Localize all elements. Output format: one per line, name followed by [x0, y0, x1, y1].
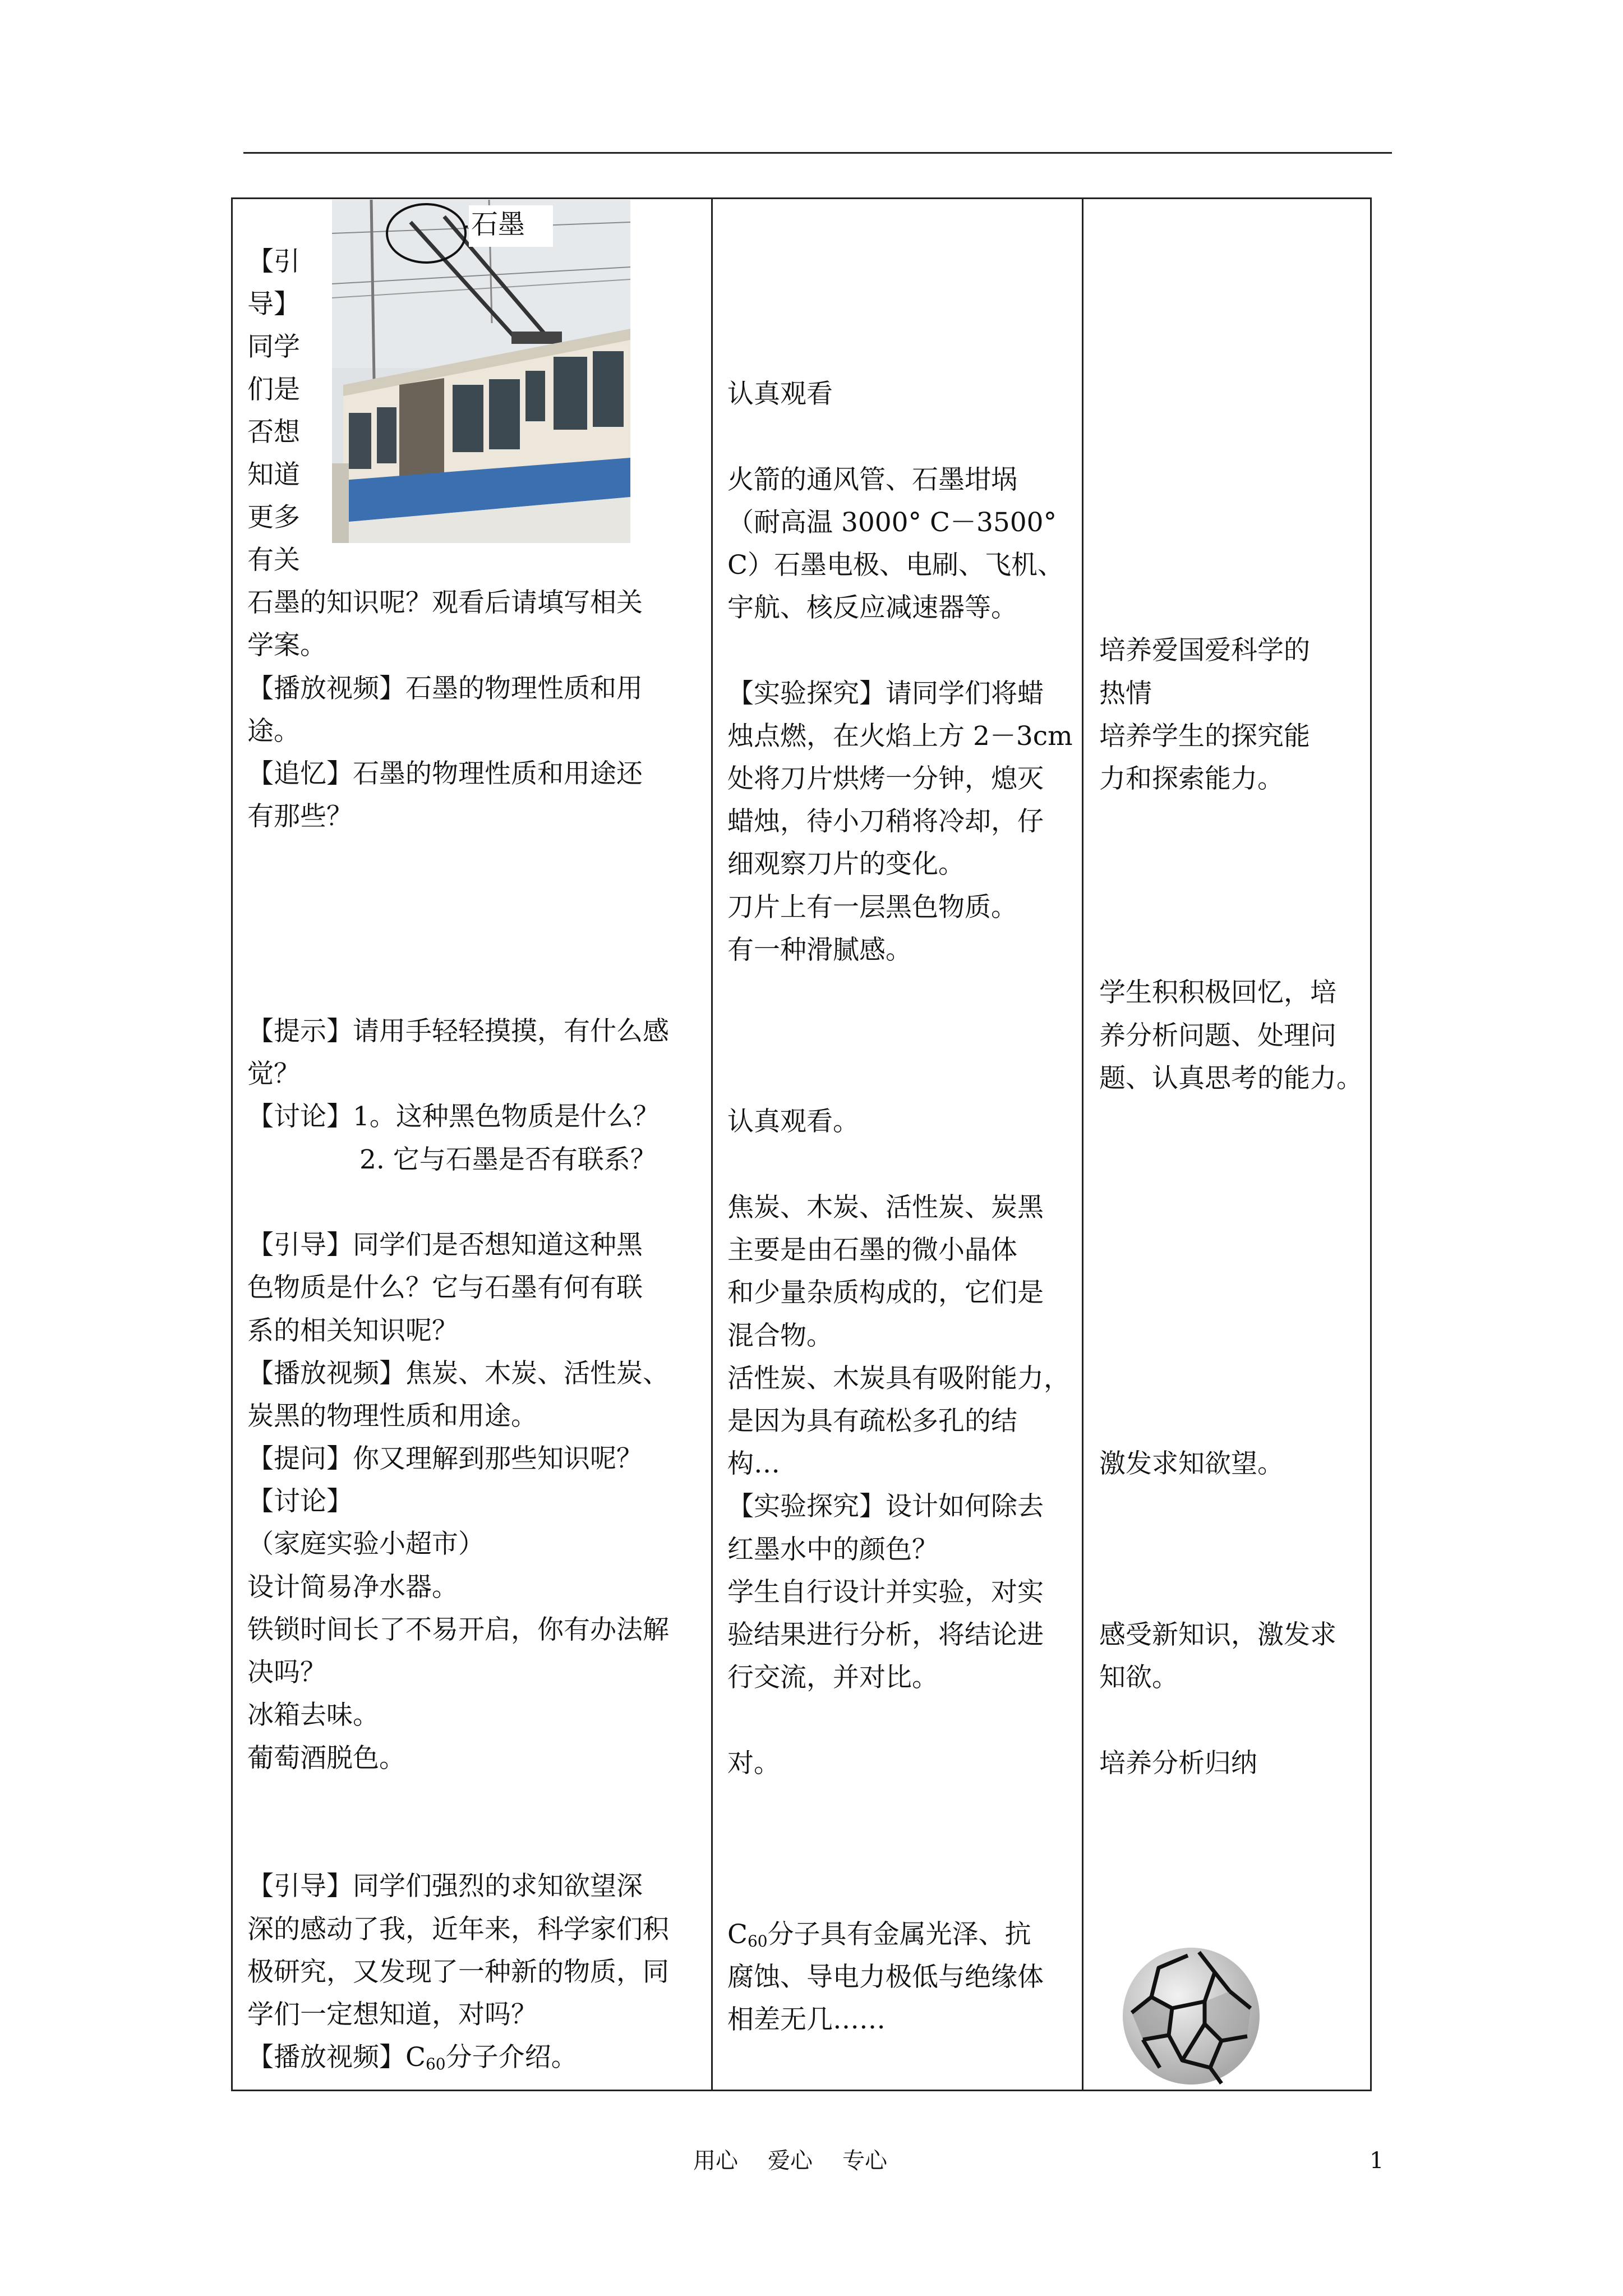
middle-line: 相差无几…… — [727, 2004, 886, 2035]
left-intro-line: 【引 — [247, 246, 300, 277]
left-line: 【播放视频】焦炭、木炭、活性炭、 — [247, 1358, 669, 1389]
left-line: 学案。 — [247, 630, 326, 661]
left-line: 决吗？ — [247, 1657, 326, 1688]
middle-line: 焦炭、木炭、活性炭、炭黑 — [727, 1192, 1044, 1223]
middle-line: 红墨水中的颜色？ — [727, 1534, 938, 1565]
trolleybus-photo — [332, 200, 630, 543]
right-line: 题、认真思考的能力。 — [1099, 1063, 1363, 1094]
middle-line: 行交流，并对比。 — [727, 1662, 938, 1693]
left-line: 【引导】同学们强烈的求知欲望深 — [247, 1871, 643, 1902]
middle-line: 对。 — [727, 1748, 780, 1779]
middle-line: 认真观看。 — [727, 1106, 859, 1137]
middle-line: 混合物。 — [727, 1320, 833, 1351]
right-line: 力和探索能力。 — [1099, 763, 1284, 794]
left-line: 设计简易净水器。 — [247, 1572, 458, 1603]
middle-line-c60: $C_{60}$分子具有金属光泽、抗 — [727, 1919, 1031, 1950]
middle-line: 构… — [727, 1448, 780, 1479]
column-divider — [1082, 197, 1083, 2091]
left-line: （家庭实验小超市） — [247, 1529, 485, 1559]
left-intro-line: 否想 — [247, 417, 300, 448]
left-line: 觉？ — [247, 1059, 300, 1089]
left-intro-line: 知道 — [247, 459, 300, 490]
left-intro-line: 更多 — [247, 502, 300, 533]
middle-line: C）石墨电极、电刷、飞机、 — [727, 550, 1064, 581]
right-line: 知欲。 — [1099, 1662, 1178, 1693]
middle-line: 蜡烛，待小刀稍将冷却，仔 — [727, 806, 1044, 837]
left-line: 炭黑的物理性质和用途。 — [247, 1401, 537, 1432]
middle-line: 验结果进行分析，将结论进 — [727, 1619, 1044, 1650]
left-line: 铁锁时间长了不易开启，你有办法解 — [247, 1614, 669, 1645]
left-line: 系的相关知识呢？ — [247, 1315, 458, 1346]
left-line: 色物质是什么？它与石墨有何有联 — [247, 1272, 643, 1303]
graphite-label: 石墨 — [471, 209, 525, 240]
left-line: 【讨论】1。这种黑色物质是什么？ — [247, 1101, 660, 1132]
right-line: 养分析问题、处理问 — [1099, 1020, 1336, 1051]
right-line: 热情 — [1099, 678, 1152, 709]
header-rule — [243, 152, 1392, 154]
page-number: 1 — [1370, 2148, 1384, 2174]
middle-line: 有一种滑腻感。 — [727, 935, 912, 965]
footer-word: 用心 — [693, 2148, 738, 2174]
right-line: 培养分析归纳 — [1099, 1748, 1257, 1779]
footer-word: 专心 — [842, 2148, 887, 2174]
middle-line: 是因为具有疏松多孔的结 — [727, 1406, 1017, 1437]
left-line: 【引导】同学们是否想知道这种黑 — [247, 1230, 643, 1260]
right-line: 培养爱国爱科学的 — [1099, 635, 1310, 666]
left-intro-line: 有关 — [247, 545, 300, 576]
middle-line: 细观察刀片的变化。 — [727, 849, 965, 880]
middle-line: 学生自行设计并实验，对实 — [727, 1577, 1044, 1608]
right-line: 感受新知识，激发求 — [1099, 1619, 1336, 1650]
middle-line: 处将刀片烘烤一分钟，熄灭 — [727, 763, 1044, 794]
middle-line: 腐蚀、导电力极低与绝缘体 — [727, 1962, 1044, 1993]
middle-line: 烛点燃，在火焰上方 2－3cm — [727, 721, 1073, 752]
left-line: 【提问】你又理解到那些知识呢？ — [247, 1443, 643, 1474]
graphite-callout-circle — [384, 200, 473, 267]
left-line-c60-video: 【播放视频】$C_{60}$分子介绍。 — [247, 2042, 578, 2073]
middle-line: 刀片上有一层黑色物质。 — [727, 892, 1017, 923]
column-divider — [711, 197, 713, 2091]
right-line: 培养学生的探究能 — [1099, 721, 1310, 752]
left-line: 途。 — [247, 716, 300, 747]
middle-line: 火箭的通风管、石墨坩埚 — [727, 464, 1017, 495]
middle-line: 宇航、核反应减速器等。 — [727, 592, 1017, 623]
left-line: 【讨论】 — [247, 1486, 353, 1517]
right-line: 激发求知欲望。 — [1099, 1448, 1284, 1479]
left-intro-line: 们是 — [247, 374, 300, 405]
left-intro-line: 同学 — [247, 332, 300, 362]
left-line: 极研究，又发现了一种新的物质，同 — [247, 1957, 669, 1987]
middle-line: （耐高温 3000° C－3500° — [727, 507, 1057, 538]
left-line: 学们一定想知道，对吗？ — [247, 1999, 537, 2030]
footer-word: 爱心 — [768, 2148, 813, 2174]
middle-line: 和少量杂质构成的，它们是 — [727, 1277, 1044, 1308]
middle-line: 活性炭、木炭具有吸附能力， — [727, 1363, 1070, 1394]
right-line: 学生积积极回忆，培 — [1099, 977, 1336, 1008]
left-line: 石墨的知识呢？观看后请填写相关 — [247, 587, 643, 618]
left-line: 【提示】请用手轻轻摸摸，有什么感 — [247, 1016, 669, 1047]
middle-line: 【实验探究】设计如何除去 — [727, 1491, 1044, 1522]
left-line: 2. 它与石墨是否有联系？ — [359, 1144, 657, 1175]
middle-line: 认真观看 — [727, 379, 833, 409]
middle-line: 【实验探究】请同学们将蜡 — [727, 678, 1044, 709]
middle-line: 主要是由石墨的微小晶体 — [727, 1235, 1017, 1266]
left-line: 【追忆】石墨的物理性质和用途还 — [247, 758, 643, 789]
left-line: 有那些？ — [247, 801, 353, 832]
left-intro-line: 导】 — [247, 289, 300, 320]
left-line: 葡萄酒脱色。 — [247, 1743, 405, 1774]
c60-molecule-image — [1121, 1945, 1262, 2087]
left-line: 冰箱去味。 — [247, 1700, 379, 1731]
left-line: 深的感动了我，近年来，科学家们积 — [247, 1914, 669, 1945]
left-line: 【播放视频】石墨的物理性质和用 — [247, 673, 643, 704]
